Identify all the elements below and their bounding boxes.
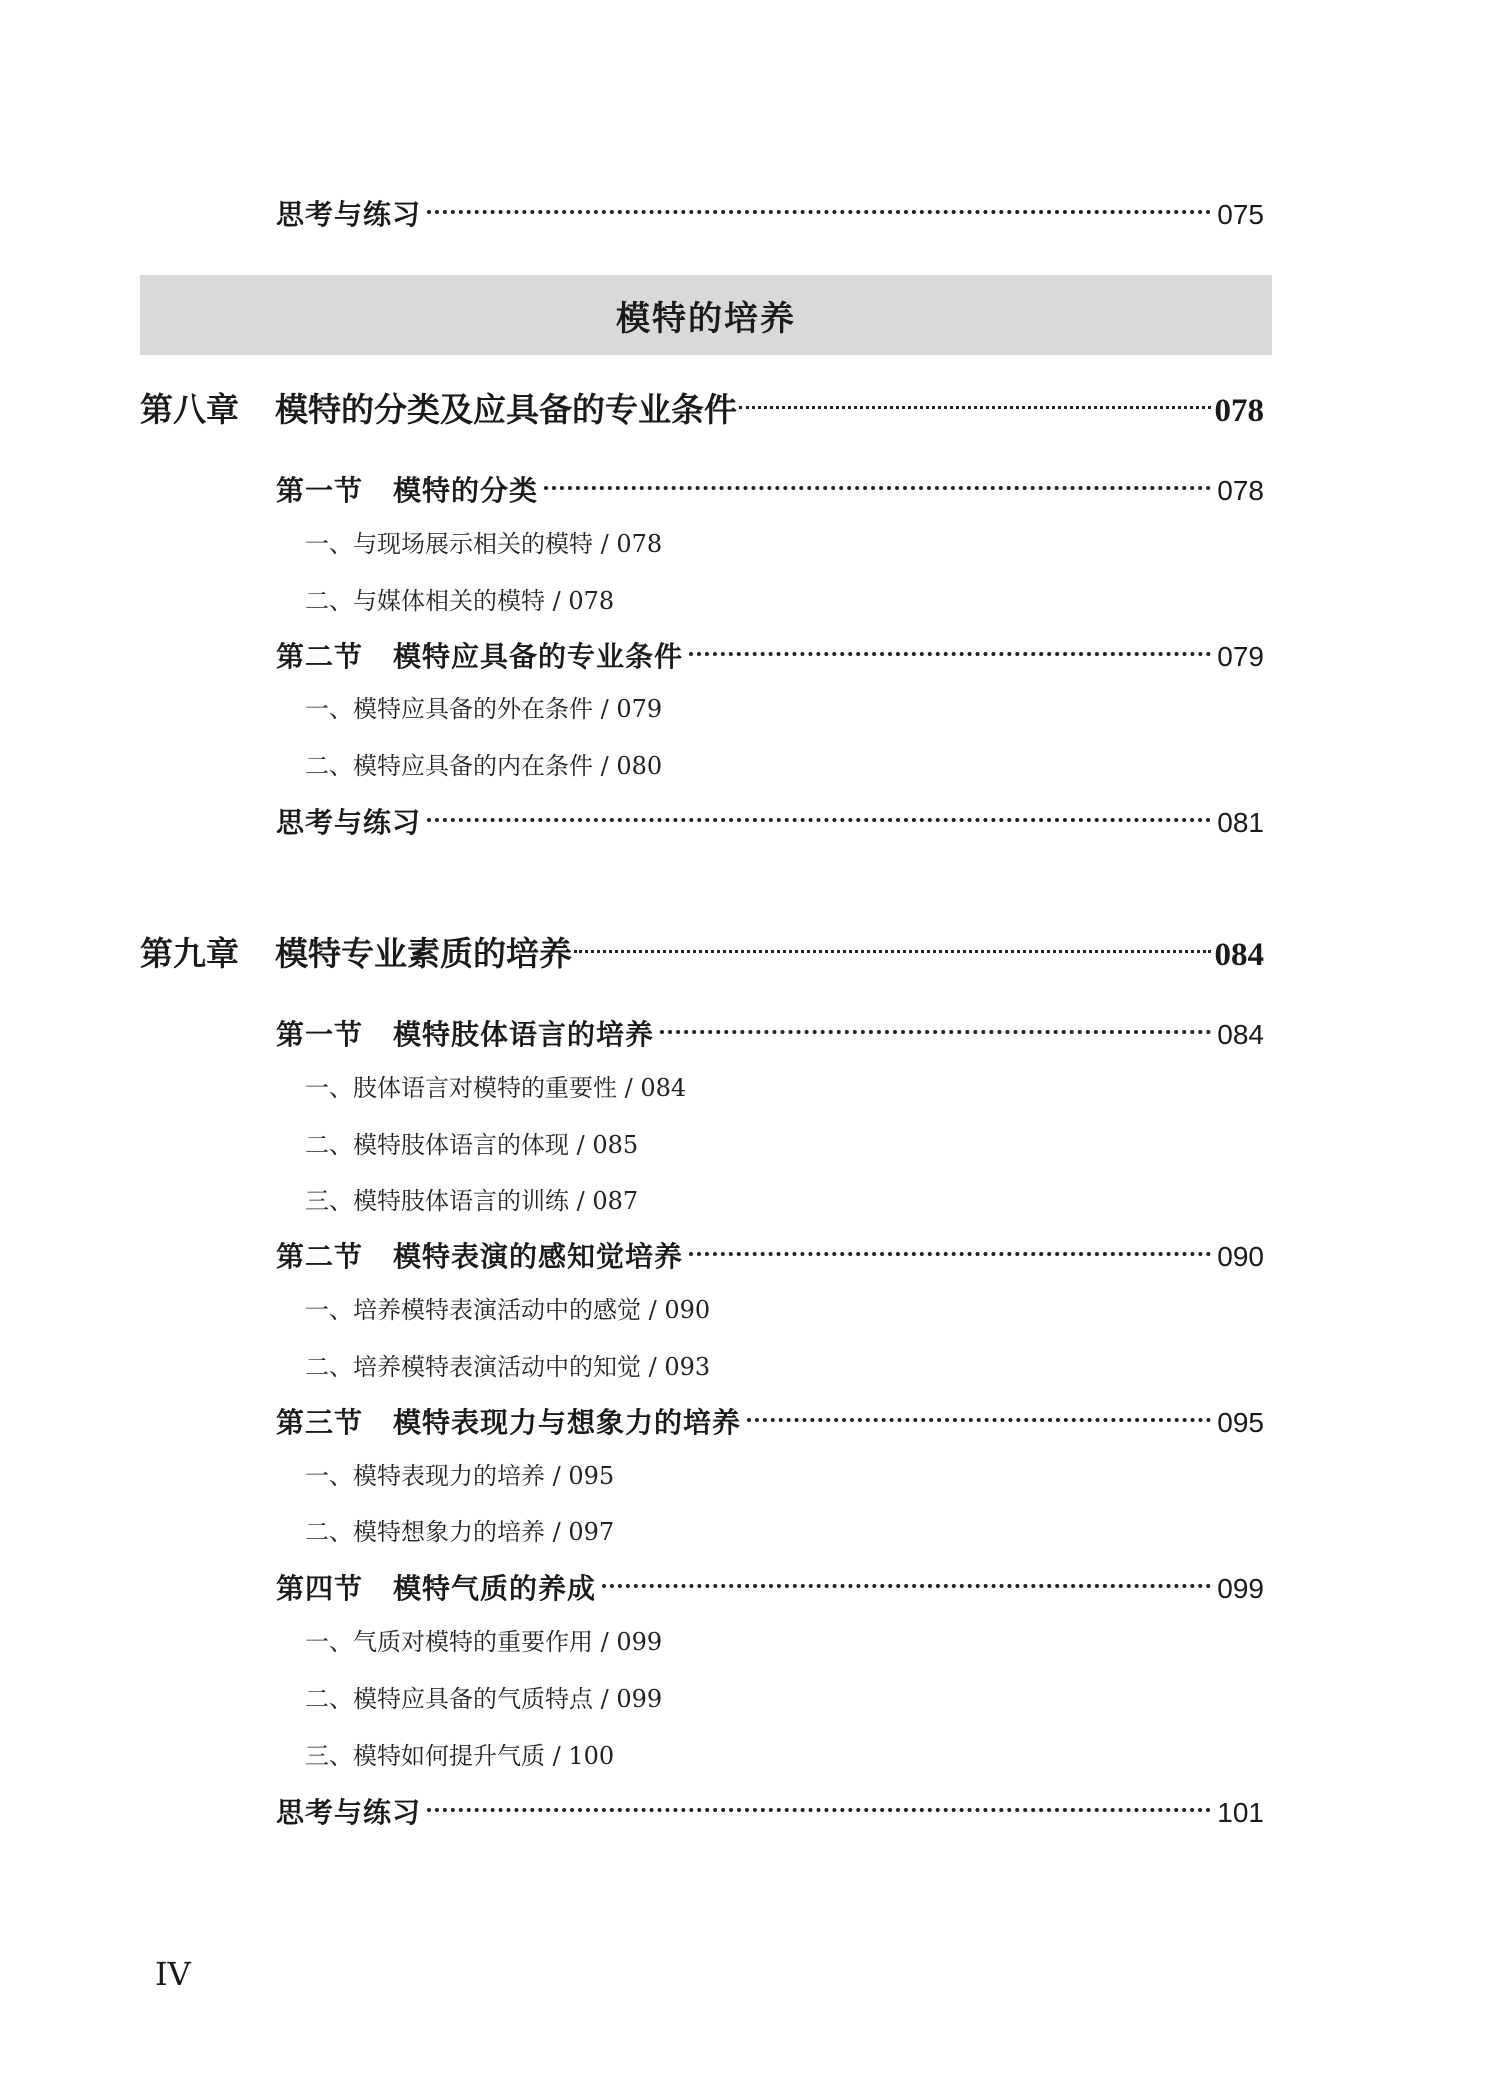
chapter-title: 模特的分类及应具备的专业条件 — [275, 390, 737, 429]
toc-subitem[interactable]: 一、模特应具备的外在条件 / 079 — [305, 695, 663, 723]
chapter-number: 第九章 — [140, 934, 239, 973]
part-title-banner — [140, 275, 1272, 355]
toc-page-number: 101 — [1217, 1797, 1264, 1828]
toc-subitem[interactable]: 二、模特想象力的培养 / 097 — [305, 1518, 615, 1546]
toc-subitem[interactable]: 一、培养模特表演活动中的感觉 / 090 — [305, 1296, 711, 1324]
section-page-number: 079 — [1217, 641, 1264, 672]
section-number: 第三节 — [276, 1406, 364, 1439]
section-page-number: 084 — [1217, 1019, 1264, 1050]
section-page-number: 099 — [1217, 1573, 1264, 1604]
toc-subitem[interactable]: 一、与现场展示相关的模特 / 078 — [305, 530, 663, 558]
section-number: 第二节 — [276, 1240, 364, 1273]
toc-section-row[interactable] — [276, 1234, 1264, 1275]
chapter-title: 模特专业素质的培养 — [275, 934, 572, 973]
toc-section-row[interactable] — [276, 634, 1264, 675]
chapter-number: 第八章 — [140, 390, 239, 429]
section-number: 第四节 — [276, 1572, 364, 1605]
leader-dots — [427, 790, 1211, 822]
toc-subitem[interactable]: 二、模特应具备的内在条件 / 080 — [305, 752, 663, 780]
section-number: 第二节 — [276, 640, 364, 673]
page-number: IV — [155, 1955, 191, 1993]
toc-section-row[interactable] — [276, 1400, 1264, 1441]
section-title: 模特肢体语言的培养 — [393, 1018, 655, 1051]
section-page-number: 090 — [1217, 1241, 1264, 1272]
section-page-number: 078 — [1217, 475, 1264, 506]
toc-section-row[interactable] — [276, 1012, 1264, 1053]
toc-chapter-row[interactable] — [140, 384, 1264, 431]
toc-page-number: 075 — [1217, 199, 1264, 230]
toc-subitem[interactable]: 三、模特如何提升气质 / 100 — [305, 1742, 615, 1770]
leader-dots — [660, 1002, 1211, 1034]
toc-exercise-label: 思考与练习 — [276, 806, 422, 839]
toc-subitem[interactable]: 一、模特表现力的培养 / 095 — [305, 1462, 615, 1490]
section-number: 第一节 — [276, 1018, 364, 1051]
leader-dots — [427, 1780, 1211, 1812]
toc-subitem[interactable]: 二、培养模特表演活动中的知觉 / 093 — [305, 1353, 711, 1381]
part-title: 模特的培养 — [616, 298, 796, 339]
section-page-number: 095 — [1217, 1407, 1264, 1438]
section-title: 模特气质的养成 — [393, 1572, 597, 1605]
toc-section-row[interactable] — [276, 1566, 1264, 1607]
chapter-page-number: 084 — [1214, 937, 1264, 973]
chapter-page-number: 078 — [1214, 393, 1264, 429]
toc-subitem[interactable]: 二、模特应具备的气质特点 / 099 — [305, 1685, 663, 1713]
toc-exercise-row[interactable] — [276, 192, 1264, 233]
toc-exercise-label: 思考与练习 — [276, 198, 422, 231]
toc-exercise-row[interactable] — [276, 1790, 1264, 1831]
toc-subitem[interactable]: 一、气质对模特的重要作用 / 099 — [305, 1628, 663, 1656]
toc-chapter-row[interactable] — [140, 928, 1264, 975]
toc-page-number: 081 — [1217, 807, 1264, 838]
leader-dots — [739, 373, 1211, 409]
section-number: 第一节 — [276, 474, 364, 507]
leader-dots — [427, 182, 1211, 214]
leader-dots — [544, 458, 1211, 490]
toc-subitem[interactable]: 三、模特肢体语言的训练 / 087 — [305, 1187, 639, 1215]
section-title: 模特表现力与想象力的培养 — [393, 1406, 742, 1439]
leader-dots — [574, 917, 1211, 953]
section-title: 模特表演的感知觉培养 — [393, 1240, 684, 1273]
toc-exercise-row[interactable] — [276, 800, 1264, 841]
toc-subitem[interactable]: 一、肢体语言对模特的重要性 / 084 — [305, 1074, 687, 1102]
section-title: 模特的分类 — [393, 474, 539, 507]
toc-subitem[interactable]: 二、与媒体相关的模特 / 078 — [305, 587, 615, 615]
leader-dots — [689, 624, 1211, 656]
leader-dots — [747, 1390, 1211, 1422]
section-title: 模特应具备的专业条件 — [393, 640, 684, 673]
leader-dots — [689, 1224, 1211, 1256]
toc-subitem[interactable]: 二、模特肢体语言的体现 / 085 — [305, 1131, 639, 1159]
toc-section-row[interactable] — [276, 468, 1264, 509]
toc-exercise-label: 思考与练习 — [276, 1796, 422, 1829]
leader-dots — [602, 1556, 1211, 1588]
